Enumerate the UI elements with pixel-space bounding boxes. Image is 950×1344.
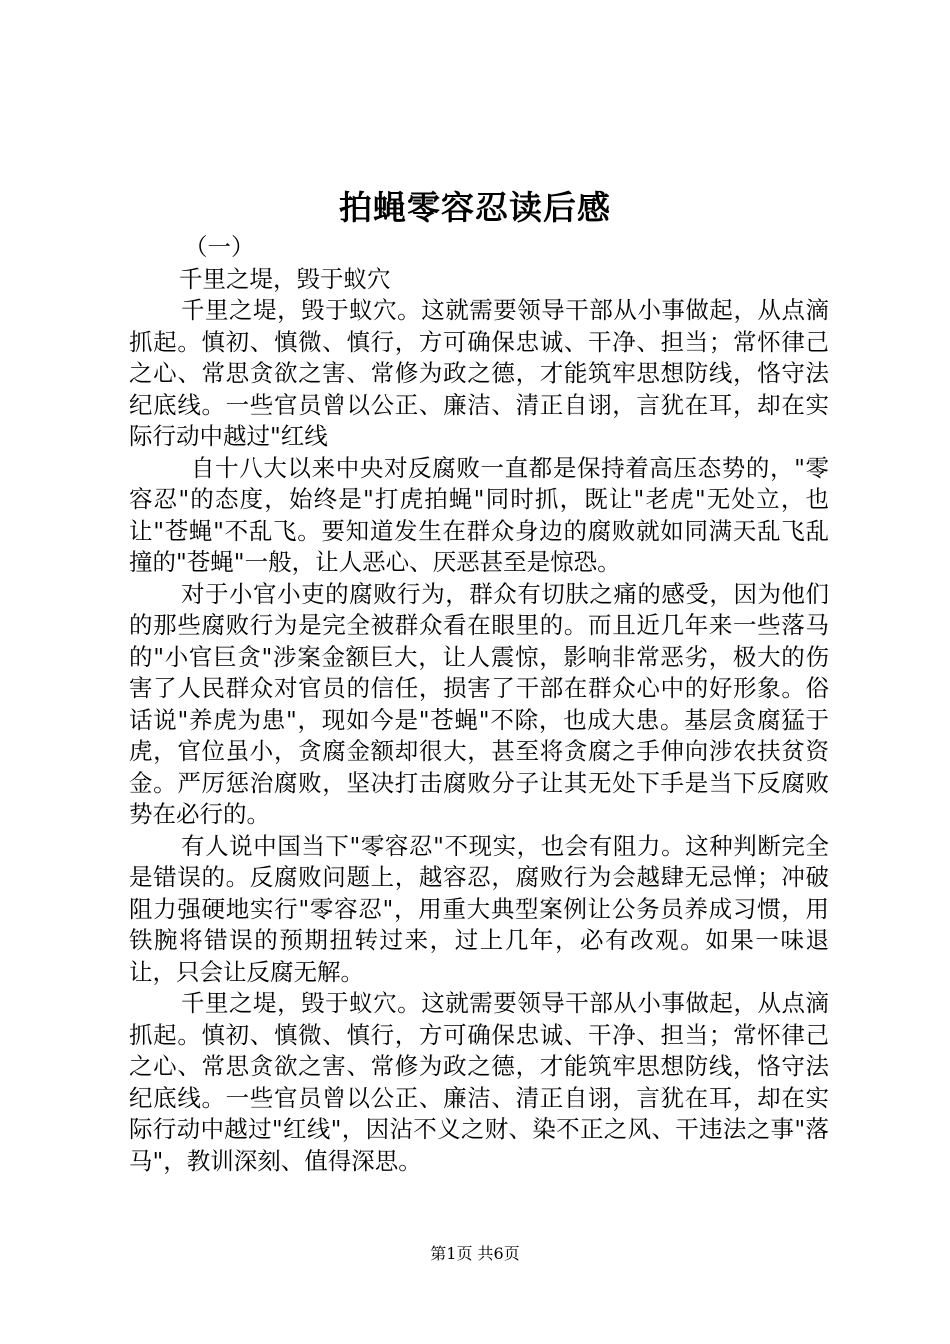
section-number: （一） (184, 233, 255, 261)
subheading: 千里之堤，毁于蚁穴 (179, 264, 391, 293)
paragraph: 对于小官小吏的腐败行为，群众有切肤之痛的感受，因为他们的那些腐败行为是完全被群众看在眼里的。而且近几年来一些落马的"小官巨贪"涉案金额巨大，让人震惊，影响非常恶劣，极大的伤害了人民群众对官员的信任，损害了干部在群众心中的好形象。俗话说"养虎为患"，现如今是"苍蝇"不除，也成大患。基层贪腐猛于虎，官位虽小，贪腐金额却很大，甚至将贪腐之手伸向涉农扶贫资金。严厉惩治腐败，坚决打击腐败分子让其无处下手是当下反腐败势在必行的。 (129, 579, 829, 828)
paragraph: 千里之堤，毁于蚁穴。这就需要领导干部从小事做起，从点滴抓起。慎初、慎微、慎行，方可确保忠诚、干净、担当；常怀律己之心、常思贪欲之害、常修为政之德，才能筑牢思想防线，恪守法纪底线。一些官员曾以公正、廉洁、清正自诩，言犹在耳，却在实际行动中越过"红线 (129, 296, 829, 450)
paragraph: 千里之堤，毁于蚁穴。这就需要领导干部从小事做起，从点滴抓起。慎初、慎微、慎行，方可确保忠诚、干净、担当；常怀律己之心、常思贪欲之害、常修为政之德，才能筑牢思想防线，恪守法纪底线。一些官员曾以公正、廉洁、清正自诩，言犹在耳，却在实际行动中越过"红线"，因沾不义之财、染不正之风、干违法之事"落马"，教训深刻、值得深思。 (129, 989, 829, 1175)
paragraph: 有人说中国当下"零容忍"不现实，也会有阻力。这种判断完全是错误的。反腐败问题上，越容忍，腐败行为会越肆无忌惮；冲破阻力强硬地实行"零容忍"，用重大典型案例让公务员养成习惯，用铁腕将错误的预期扭转过来，过上几年，必有改观。如果一味退让，只会让反腐无解。 (129, 831, 829, 986)
document-body (129, 232, 829, 1177)
document-title: 拍蝇零容忍读后感 (339, 188, 611, 227)
page-footer: 第1页 共6页 (430, 1244, 520, 1263)
paragraph: 自十八大以来中央对反腐败一直都是保持着高压态势的，"零容忍"的态度，始终是"打虎拍蝇"同时抓，既让"老虎"无处立，也让"苍蝇"不乱飞。要知道发生在群众身边的腐败就如同满天乱飞乱撞的"苍蝇"一般，让人恶心、厌恶甚至是惊恐。 (129, 453, 829, 576)
